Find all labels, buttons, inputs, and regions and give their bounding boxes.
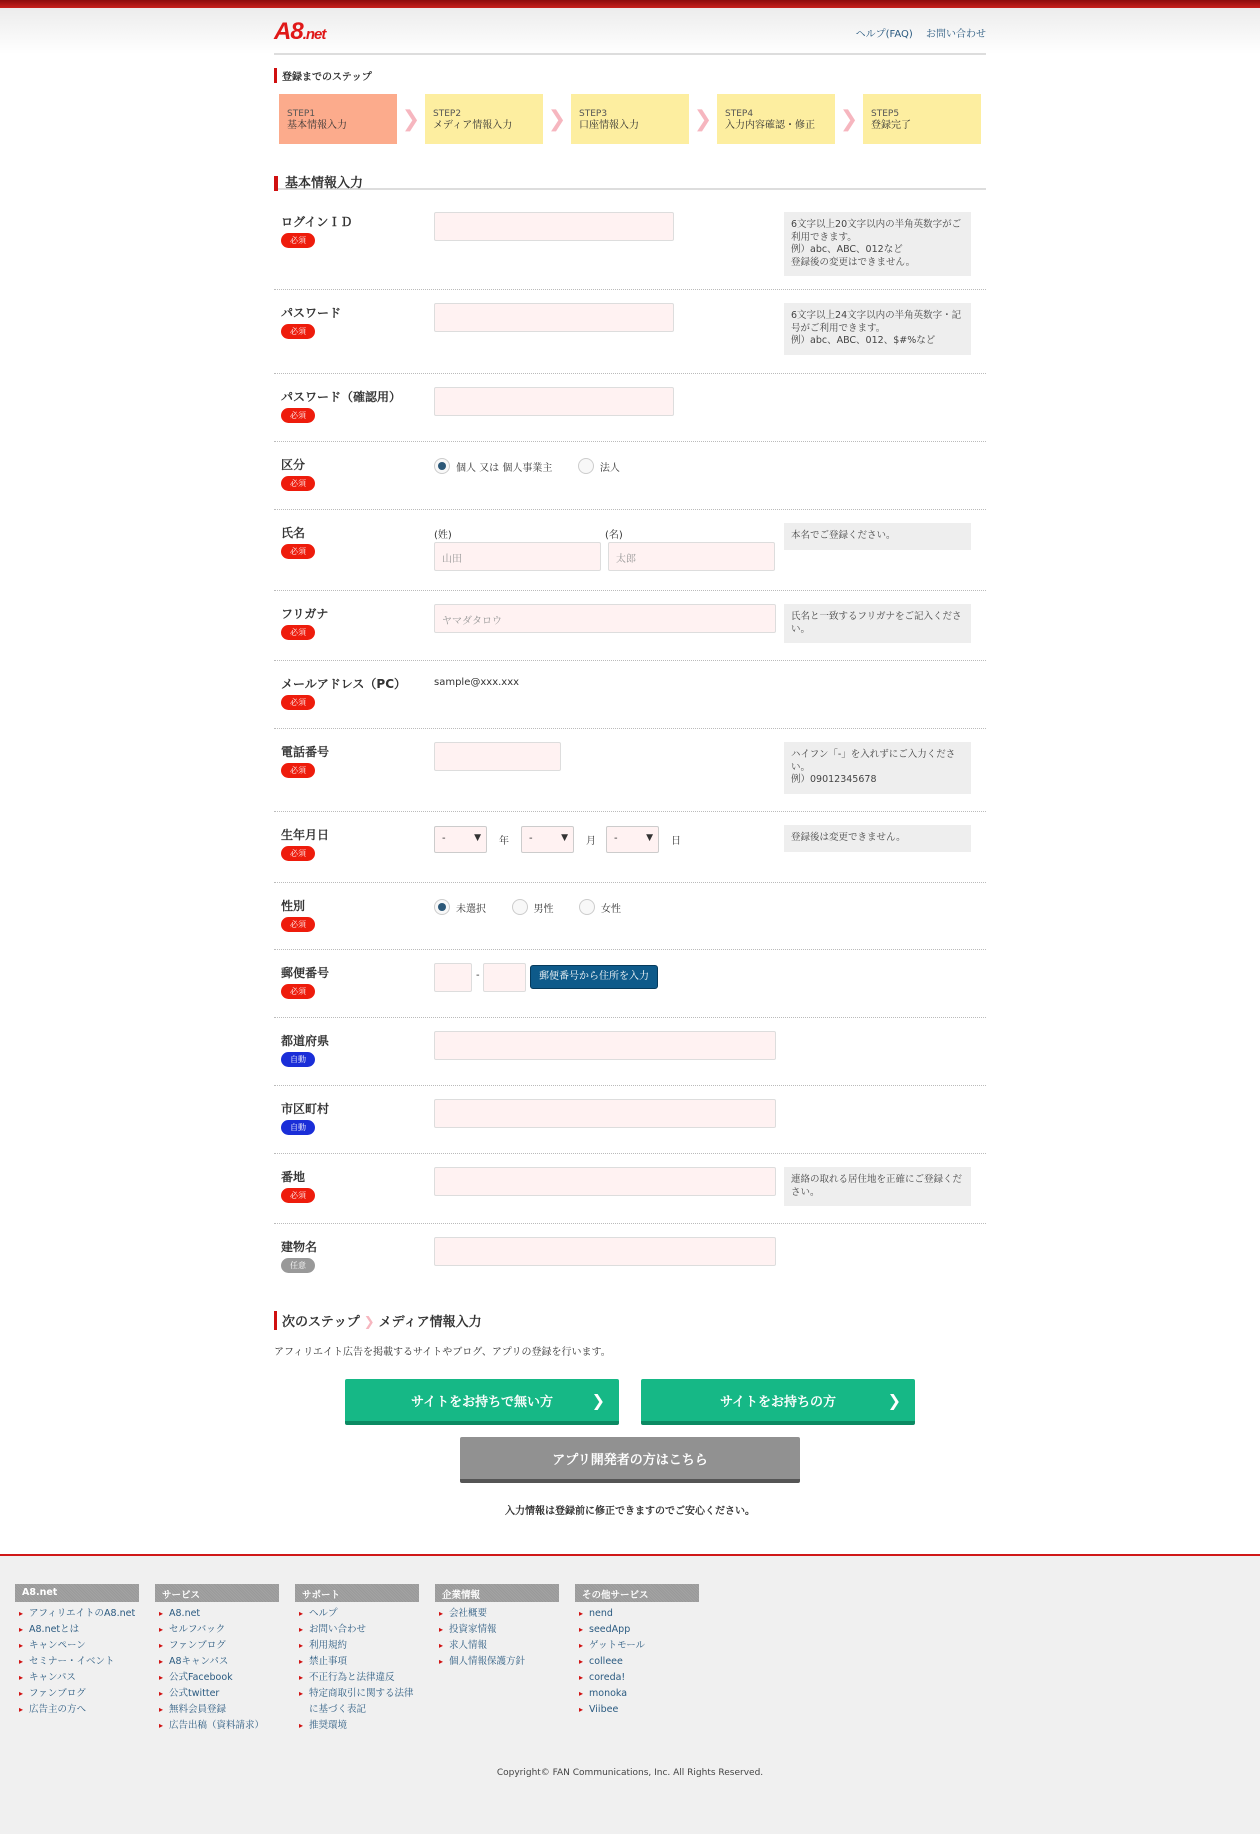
step-label: メディア情報入力 <box>433 120 513 131</box>
step-5 <box>863 94 981 144</box>
next-step-desc: アフィリエイト広告を掲載するサイトやブログ、アプリの登録を行います。 <box>274 1347 611 1358</box>
copyright: Copyright© FAN Communications, Inc. All Rights Reserved. <box>496 1768 764 1778</box>
last-name-input[interactable]: 山田 <box>434 542 601 571</box>
step-4 <box>717 94 835 144</box>
step-1 <box>279 94 397 144</box>
day-select[interactable]: - ▼ <box>606 826 659 853</box>
gender-radio-group <box>434 899 643 918</box>
label: 郵便番号 <box>281 966 330 980</box>
footer-link[interactable]: ▸ 公式twitter <box>155 1686 279 1702</box>
footer-link[interactable]: ▸ A8.netとは <box>15 1622 139 1638</box>
help-box: ハイフン「-」を入れずにご入力ください。 例）09012345678 <box>784 742 971 794</box>
note: 入力情報は登録前に修正できますのでご安心ください。 <box>505 1506 755 1517</box>
unit-label: 年 <box>499 836 509 847</box>
footer-link[interactable]: ▸ 広告出稿（資料請求） <box>155 1718 279 1734</box>
footer-link[interactable]: ▸ セルフバック <box>155 1622 279 1638</box>
footer-link[interactable]: ▸ 利用規約 <box>295 1638 419 1654</box>
footer-link[interactable]: ▸ キャンペーン <box>15 1638 139 1654</box>
row-password <box>274 290 986 374</box>
footer-column <box>575 1584 699 1718</box>
required-badge: 必須 <box>281 476 315 491</box>
step-number: STEP5 <box>871 109 900 119</box>
footer-column-title: A8.net <box>15 1584 139 1602</box>
row-furigana <box>274 591 986 661</box>
footer-link[interactable]: ▸ 投資家情報 <box>435 1622 559 1638</box>
step-label: 口座情報入力 <box>579 120 639 131</box>
footer-column-title: サービス <box>155 1584 279 1602</box>
chevron-icon: ❯ <box>363 1315 375 1330</box>
step-3 <box>571 94 689 144</box>
label: 性別 <box>281 899 306 913</box>
top-bar <box>0 0 1260 8</box>
row-city <box>274 1086 986 1154</box>
required-badge: 必須 <box>281 625 315 640</box>
year-select[interactable]: - ▼ <box>434 826 487 853</box>
row-password-confirm <box>274 374 986 442</box>
contact-link[interactable]: お問い合わせ <box>926 29 986 40</box>
radio-icon <box>512 899 528 915</box>
form <box>274 199 986 1287</box>
footer-link[interactable]: ▸ ファンブログ <box>155 1638 279 1654</box>
label: フリガナ <box>281 607 329 621</box>
required-badge: 必須 <box>281 324 315 339</box>
radio-female[interactable]: 女性 <box>579 899 621 915</box>
footer-link[interactable]: ▸ 無料会員登録 <box>155 1702 279 1718</box>
steps-bar <box>279 94 981 144</box>
help-link[interactable]: ヘルプ(FAQ) <box>855 29 913 40</box>
footer-column <box>155 1584 279 1734</box>
label: 番地 <box>281 1170 306 1184</box>
footer-link[interactable]: ▸ 個人情報保護方針 <box>435 1654 559 1670</box>
login-id-input[interactable] <box>434 212 674 241</box>
unit-label: 月 <box>586 836 596 847</box>
zip-lookup-button[interactable]: 郵便番号から住所を入力 <box>530 965 658 989</box>
dropdown-arrow-icon: ▼ <box>561 833 568 843</box>
zip-separator: - <box>476 970 480 981</box>
auto-badge: 自動 <box>281 1052 315 1067</box>
radio-icon <box>434 458 450 474</box>
building-input[interactable] <box>434 1237 776 1266</box>
step-number: STEP2 <box>433 109 462 119</box>
footer-link[interactable]: ▸ ファンブログ <box>15 1686 139 1702</box>
footer-column-title: サポート <box>295 1584 419 1602</box>
step-arrow-icon: ❯ <box>693 106 713 132</box>
radio-male[interactable]: 男性 <box>512 899 554 915</box>
dropdown-arrow-icon: ▼ <box>474 833 481 843</box>
required-badge: 必須 <box>281 544 315 559</box>
no-site-button[interactable]: サイトをお持ちで無い方 ❯ <box>345 1379 619 1425</box>
footer-link[interactable]: ▸ キャンパス <box>15 1670 139 1686</box>
label: 市区町村 <box>281 1102 330 1116</box>
first-name-input[interactable]: 太郎 <box>608 542 775 571</box>
footer-link[interactable]: ▸ coreda! <box>575 1670 699 1686</box>
radio-unselected[interactable]: 未選択 <box>434 899 486 915</box>
footer-link[interactable]: ▸ 特定商取引に関する法律に基づく表記 <box>295 1686 419 1718</box>
email-value: sample@xxx.xxx <box>434 677 520 688</box>
section-title: 基本情報入力 <box>274 176 363 191</box>
required-badge: 必須 <box>281 695 315 710</box>
radio-corporation[interactable]: 法人 <box>578 458 620 474</box>
kubun-radio-group <box>434 458 642 477</box>
footer-link[interactable]: ▸ 推奨環境 <box>295 1718 419 1734</box>
label: パスワード（確認用） <box>281 390 402 404</box>
radio-icon <box>579 899 595 915</box>
footer-link[interactable]: ▸ A8キャンパス <box>155 1654 279 1670</box>
step-arrow-icon: ❯ <box>401 106 421 132</box>
required-badge: 必須 <box>281 984 315 999</box>
footer-link[interactable]: ▸ ヘルプ <box>295 1606 419 1622</box>
label: 区分 <box>281 458 306 472</box>
row-email <box>274 661 986 729</box>
footer-link[interactable]: ▸ colleee <box>575 1654 699 1670</box>
footer <box>0 1554 1260 1834</box>
footer-column-title: その他サービス <box>575 1584 699 1602</box>
radio-icon <box>578 458 594 474</box>
required-badge: 必須 <box>281 408 315 423</box>
required-badge: 必須 <box>281 763 315 778</box>
step-label: 登録完了 <box>871 120 911 131</box>
next-step-title: 次のステップ ❯ メディア情報入力 <box>274 1311 482 1330</box>
footer-link[interactable]: ▸ 不正行為と法律違反 <box>295 1670 419 1686</box>
month-select[interactable]: - ▼ <box>521 826 574 853</box>
required-badge: 必須 <box>281 233 315 248</box>
step-arrow-icon: ❯ <box>839 106 859 132</box>
section-header <box>274 172 986 190</box>
footer-link[interactable]: ▸ A8.net <box>155 1606 279 1622</box>
step-label: 基本情報入力 <box>287 120 347 131</box>
label: 電話番号 <box>281 745 330 759</box>
footer-link[interactable]: ▸ nend <box>575 1606 699 1622</box>
step-number: STEP4 <box>725 109 754 119</box>
footer-column <box>15 1584 139 1718</box>
row-kubun <box>274 442 986 510</box>
footer-link[interactable]: ▸ セミナー・イベント <box>15 1654 139 1670</box>
unit-label: 日 <box>671 836 681 847</box>
required-badge: 必須 <box>281 917 315 932</box>
row-phone <box>274 729 986 812</box>
help-box: 本名でご登録ください。 <box>784 523 971 550</box>
radio-individual[interactable]: 個人 又は 個人事業主 <box>434 458 552 474</box>
auto-badge: 自動 <box>281 1120 315 1135</box>
row-prefecture <box>274 1018 986 1086</box>
required-badge: 必須 <box>281 846 315 861</box>
help-box: 連絡の取れる居住地を正確にご登録ください。 <box>784 1167 971 1206</box>
has-site-button[interactable]: サイトをお持ちの方 ❯ <box>641 1379 915 1425</box>
label: パスワード <box>281 306 342 320</box>
row-name <box>274 510 986 591</box>
step-arrow-icon: ❯ <box>547 106 567 132</box>
footer-link[interactable]: ▸ お問い合わせ <box>295 1622 419 1638</box>
help-box: 6文字以上24文字以内の半角英数字・記号がご利用できます。 例）abc、ABC、012、$#%など <box>784 303 971 355</box>
zip1-input[interactable] <box>434 963 472 992</box>
label: 生年月日 <box>281 828 330 842</box>
row-gender <box>274 883 986 950</box>
label: 建物名 <box>281 1240 318 1254</box>
footer-link[interactable]: ▸ monoka <box>575 1686 699 1702</box>
footer-link[interactable]: ▸ 公式Facebook <box>155 1670 279 1686</box>
row-zip <box>274 950 986 1018</box>
step-2 <box>425 94 543 144</box>
header-bg <box>0 8 1260 54</box>
dropdown-arrow-icon: ▼ <box>646 833 653 843</box>
footer-link[interactable]: ▸ seedApp <box>575 1622 699 1638</box>
footer-link[interactable]: ▸ アフィリエイトのA8.net <box>15 1606 139 1622</box>
row-birthdate <box>274 812 986 883</box>
steps-title: 登録までのステップ <box>274 68 372 83</box>
label: メールアドレス（PC） <box>281 677 407 691</box>
optional-badge: 任意 <box>281 1258 315 1273</box>
radio-icon <box>434 899 450 915</box>
label: ログインＩＤ <box>281 215 353 229</box>
password-input[interactable] <box>434 303 674 332</box>
a8-logo[interactable]: A8.net <box>274 18 326 45</box>
footer-column <box>435 1584 559 1670</box>
chevron-right-icon: ❯ <box>887 1390 901 1410</box>
chevron-right-icon: ❯ <box>591 1390 605 1410</box>
step-label: 入力内容確認・修正 <box>725 120 815 131</box>
footer-link[interactable]: ▸ Viibee <box>575 1702 699 1718</box>
mei-label: (名) <box>605 530 623 541</box>
footer-link[interactable]: ▸ ゲットモール <box>575 1638 699 1654</box>
help-box: 登録後は変更できません。 <box>784 825 971 852</box>
required-badge: 必須 <box>281 1188 315 1203</box>
zip2-input[interactable] <box>483 963 526 992</box>
row-address <box>274 1154 986 1224</box>
row-login-id <box>274 199 986 290</box>
sei-label: (姓) <box>434 530 452 541</box>
furigana-input[interactable]: ヤマダタロウ <box>434 604 776 633</box>
help-box: 6文字以上20文字以内の半角英数字がご利用できます。 例）abc、ABC、012など 登録後の変更はできません。 <box>784 212 971 276</box>
row-building <box>274 1224 986 1287</box>
footer-link[interactable]: ▸ 広告主の方へ <box>15 1702 139 1718</box>
app-developer-button[interactable]: アプリ開発者の方はこちら <box>460 1437 800 1483</box>
step-number: STEP1 <box>287 109 316 119</box>
footer-column-title: 企業情報 <box>435 1584 559 1602</box>
label: 都道府県 <box>281 1034 330 1048</box>
city-input[interactable] <box>434 1099 776 1128</box>
footer-link[interactable]: ▸ 会社概要 <box>435 1606 559 1622</box>
address-input[interactable] <box>434 1167 776 1196</box>
help-box: 氏名と一致するフリガナをご記入ください。 <box>784 604 971 643</box>
prefecture-input[interactable] <box>434 1031 776 1060</box>
header-links <box>846 25 986 40</box>
footer-link[interactable]: ▸ 禁止事項 <box>295 1654 419 1670</box>
footer-link[interactable]: ▸ 求人情報 <box>435 1638 559 1654</box>
label: 氏名 <box>281 526 306 540</box>
divider <box>274 53 986 55</box>
footer-column <box>295 1584 419 1734</box>
step-number: STEP3 <box>579 109 608 119</box>
phone-input[interactable] <box>434 742 561 771</box>
password-confirm-input[interactable] <box>434 387 674 416</box>
